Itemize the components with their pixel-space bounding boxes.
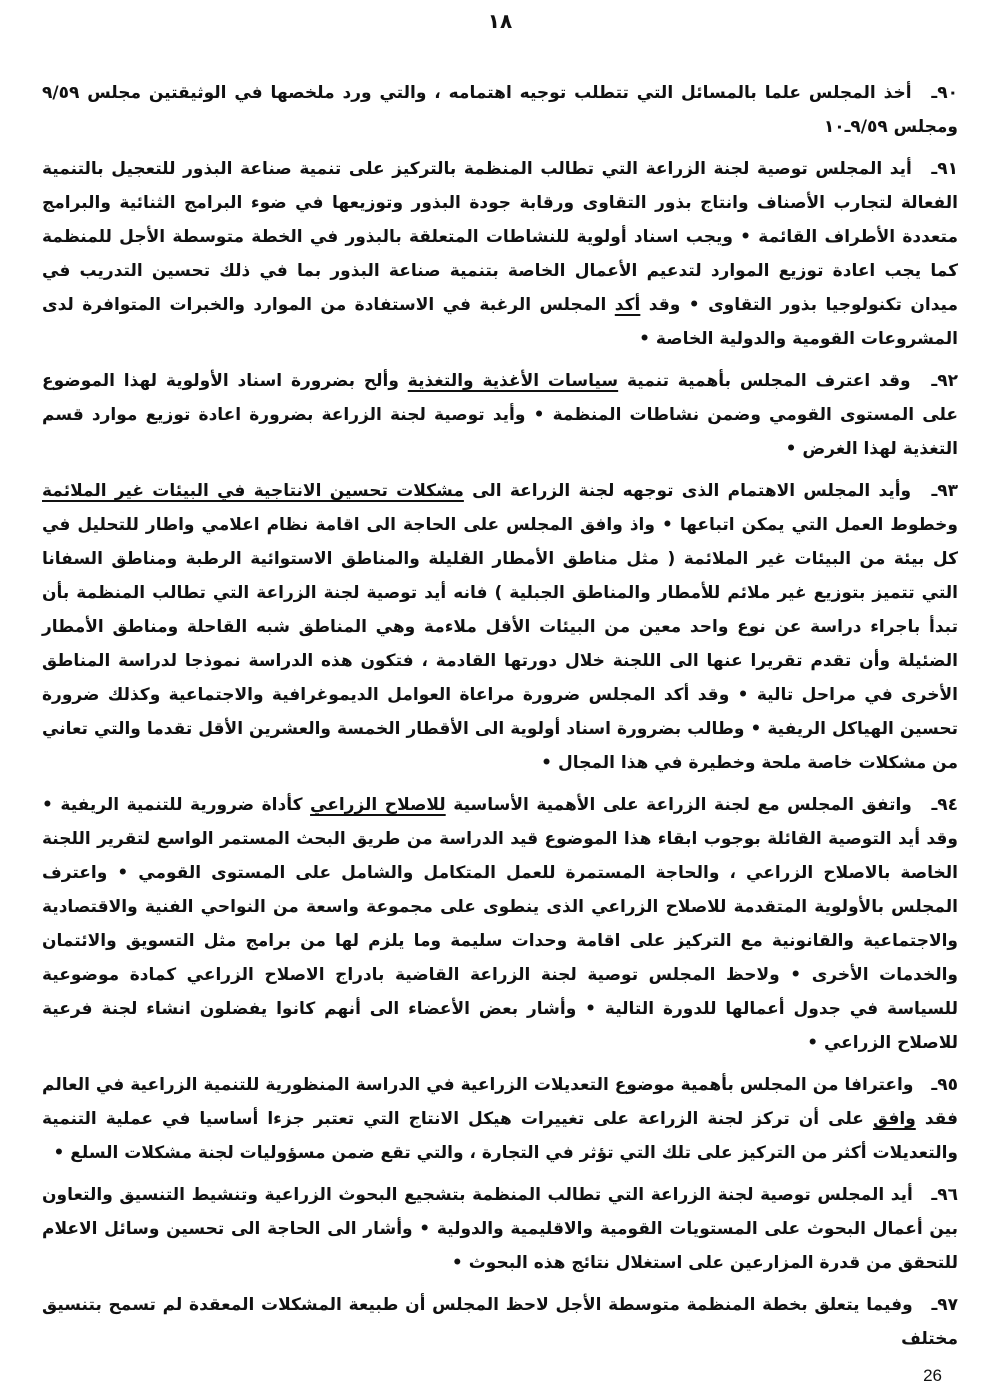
paragraph-92 [42, 364, 958, 466]
paragraph-number: ٩٢ـ [931, 371, 958, 391]
paragraph-text: واعترافا من المجلس بأهمية موضوع التعديلات الزراعية في الدراسة المنظورية للتنمية الزراعية في العالم فقد [42, 1075, 959, 1129]
paragraph-text: وقد اعترف المجلس بأهمية تنمية [626, 371, 911, 391]
paragraph-text: المجلس الرغبة في الاستفادة من الموارد والخبرات المتوافرة لدى المشروعات القومية والدولية الخاصة • [42, 295, 958, 349]
paragraph-text: وأيد المجلس الاهتمام الذى توجهه لجنة الزراعة الى [472, 481, 912, 501]
paragraph-94 [42, 788, 958, 1060]
underlined-text: سياسات الأغذية والتغذية [407, 371, 619, 391]
paragraph-number: ٩٦ـ [931, 1185, 958, 1205]
underlined-text: مشكلات تحسين الانتاجية في البيئات غير الملائمة [42, 481, 464, 501]
paragraph-text: أيد المجلس توصية لجنة الزراعة التي تطالب المنظمة بتشجيع البحوث الزراعية وتنشيط التنسيق والتعاون بين أعمال البحوث على المستويات القومية والاقليمية والدولية • وأشار الى الحاجة الى تحسين وسائل الاعلام للتحقق من قدرة المزارعين على استغلال نتائج هذه البحوث • [42, 1185, 958, 1273]
paragraph-95 [42, 1068, 958, 1170]
paragraph-text: وألح بضرورة اسناد الأولوية لهذا الموضوع على المستوى القومي وضمن نشاطات المنظمة • وأيد توصية لجنة الزراعة بضرورة اعادة توزيع موارد قسم التغذية لهذا الغرض • [42, 371, 958, 459]
document-body [42, 76, 958, 1356]
underlined-text: للاصلاح الزراعي [310, 795, 446, 815]
paragraph-96 [42, 1178, 958, 1280]
footer-page-number: 26 [923, 1366, 942, 1385]
paragraph-93 [42, 474, 958, 780]
paragraph-text: أخذ المجلس علما بالمسائل التي تتطلب توجيه اهتمامه ، والتي ورد ملخصها في الوثيقتين مجلس ٩/٥٩ ومجلس ٩/٥٩ـ١٠ [42, 83, 958, 137]
paragraph-97 [42, 1288, 958, 1356]
paragraph-90 [42, 76, 958, 144]
paragraph-text: وخطوط العمل التي يمكن اتباعها • واذ وافق المجلس على الحاجة الى اقامة نظام اعلامي واطار للتحليل في كل بيئة من البيئات غير الملائمة ( مثل مناطق الأمطار القليلة والمناطق الاستوائية الرطبة ومناطق السفانا التي تتميز بتوزيع غير ملائم للأمطار والمناطق الجبلية ) فانه أيد توصية لجنة الزراعة التي تطالب المنظمة بأن تبدأ باجراء دراسة عن نوع واحد معين من البيئات الأقل ملاءمة وهي المناطق شبه القاحلة ومناطق الأمطار الضئيلة وأن تقدم تقريرا عنها الى اللجنة خلال دورتها القادمة ، فتكون هذه الدراسة نموذجا لدراسة المناطق الأخرى في مراحل تالية • وقد أكد المجلس ضرورة مراعاة العوامل الديموغرافية والاجتماعية وكذلك ضرورة تحسين الهياكل الريفية • وطالب بضرورة اسناد أولوية الى الأقطار الخمسة والعشرين الأقل تقدما والتي تعاني من مشكلات خاصة ملحة وخطيرة في هذا المجال • [42, 515, 958, 773]
paragraph-number: ٩٧ـ [931, 1295, 959, 1315]
paragraph-number: ٩٤ـ [931, 795, 959, 815]
paragraph-text: كأداة ضرورية للتنمية الريفية • وقد أيد التوصية القائلة بوجوب ابقاء هذا الموضوع قيد الدراسة من طريق البحث المستمر الواسع لتقرير اللجنة الخاصة بالاصلاح الزراعي ، والحاجة المستمرة للعمل المتكامل والشامل على المستوى القومي • واعترف المجلس بالأولوية المتقدمة للاصلاح الزراعي الذى ينطوى على مجموعة واسعة من النواحي الفنية والاقتصادية والاجتماعية والقانونية مع التركيز على اقامة وحدات سليمة وما يلزم لها من برامج مثل التسويق والائتمان والخدمات الأخرى • ولاحظ المجلس توصية لجنة الزراعة القاضية بادراج الاصلاح الزراعي كمادة موضوعية للسياسة في جدول أعمالها للدورة التالية • وأشار بعض الأعضاء الى أنهم كانوا يفضلون انشاء لجنة فرعية للاصلاح الزراعي • [42, 795, 958, 1053]
paragraph-text: على أن تركز لجنة الزراعة على تغييرات هيكل الانتاج التي تعتبر جزءا أساسيا في عملية التنمية والتعديلات أكثر من التركيز على تلك التي تؤثر في التجارة ، والتي تقع ضمن مسؤوليات لجنة مشكلات السلع • [42, 1109, 958, 1163]
underlined-text: أكد [614, 295, 641, 315]
paragraph-number: ٩١ـ [931, 159, 958, 179]
paragraph-text: وفيما يتعلق بخطة المنظمة متوسطة الأجل لاحظ المجلس أن طبيعة المشكلات المعقدة لم تسمح بتنسيق مختلف [42, 1295, 958, 1349]
page-number: ١٨ [487, 9, 513, 33]
paragraph-text: واتفق المجلس مع لجنة الزراعة على الأهمية الأساسية [453, 795, 912, 815]
paragraph-number: ٩٠ـ [931, 83, 958, 103]
paragraph-number: ٩٣ـ [931, 481, 959, 501]
paragraph-91 [42, 152, 958, 356]
underlined-text: وافق [872, 1109, 916, 1129]
paragraph-text: أيد المجلس توصية لجنة الزراعة التي تطالب المنظمة بالتركيز على تنمية صناعة البذور للتعجيل بالتنمية الفعالة لتجارب الأصناف وانتاج بذور التقاوى ورقابة جودة البذور وتوزيعها في ضوء البرامج الثنائية والبرامج متعددة الأطراف القائمة • ويجب اسناد أولوية للنشاطات المتعلقة بالبذور في الخطة متوسطة الأجل للمنظمة كما يجب اعادة توزيع الموارد لتدعيم الأعمال الخاصة بتنمية صناعة البذور بما في ذلك تحسين التدريب في ميدان تكنولوجيا بذور التقاوى • وقد [42, 159, 958, 315]
paragraph-number: ٩٥ـ [931, 1075, 958, 1095]
